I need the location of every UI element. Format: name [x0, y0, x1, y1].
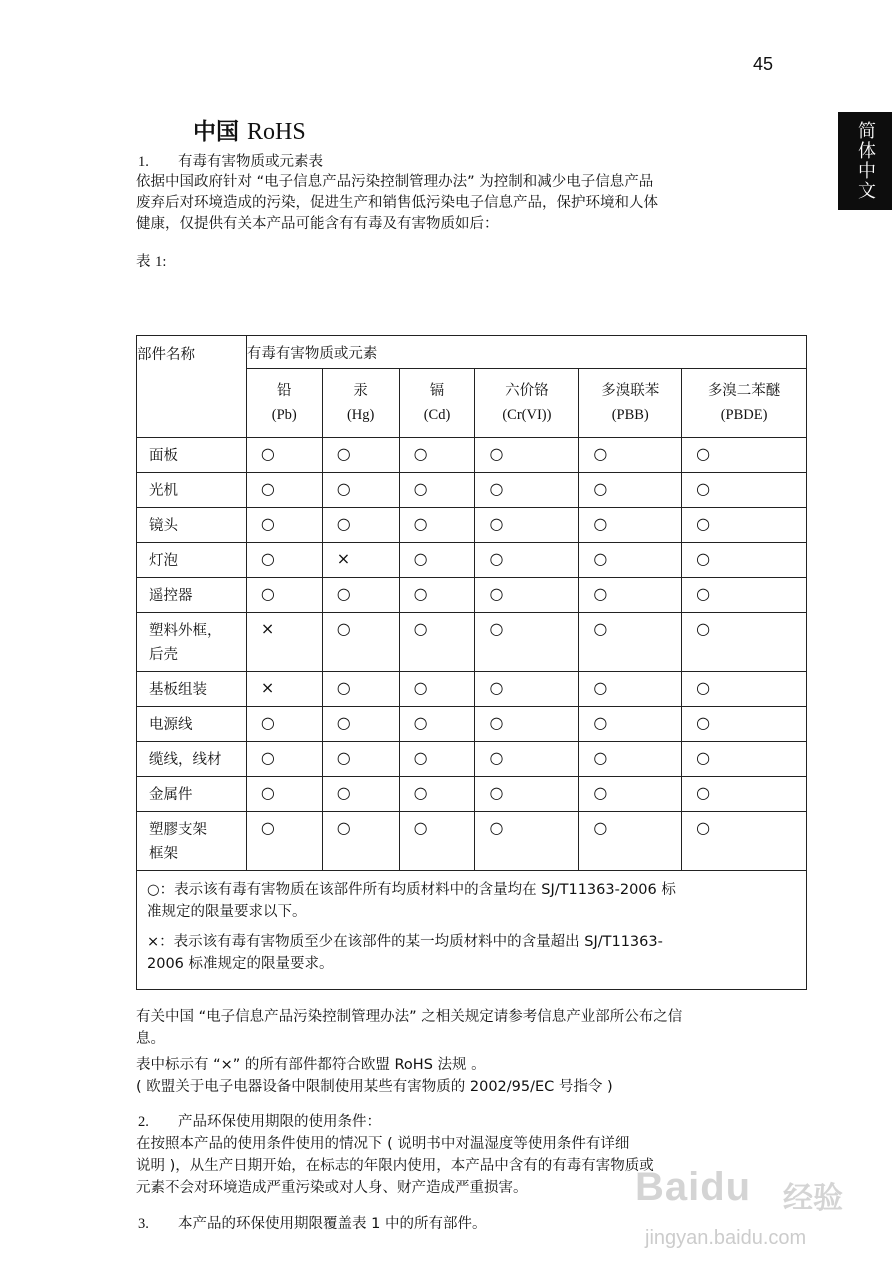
- substance-name: 多溴联苯: [601, 383, 660, 399]
- text-line: ( 欧盟关于电子电器设备中限制使用某些有害物质的 2002/95/EC 号指令 ): [136, 1079, 613, 1095]
- value-cell: ○: [475, 473, 579, 508]
- value-cell: ○: [475, 438, 579, 473]
- value-cell: ○: [399, 438, 475, 473]
- part-name: 塑料外框， 后壳: [137, 613, 247, 672]
- intro-paragraph: [136, 172, 806, 235]
- section-3-heading: [138, 1212, 486, 1233]
- value-cell: ○: [682, 438, 807, 473]
- substance-name: 铅: [277, 383, 292, 399]
- value-cell: ○: [246, 438, 322, 473]
- value-cell: ○: [399, 473, 475, 508]
- hazardous-substances-table: [136, 335, 807, 990]
- value-cell: ○: [322, 742, 399, 777]
- table-row: [137, 812, 807, 871]
- text-line: 说明 )，从生产日期开始，在标志的年限内使用，本产品中含有的有毒有害物质或: [136, 1158, 654, 1174]
- substance-symbol: (PBDE): [720, 407, 768, 423]
- value-cell: ○: [475, 543, 579, 578]
- table-notes-row: [137, 871, 807, 990]
- section-2-number: 2.: [138, 1114, 149, 1130]
- substance-header-cr: [475, 369, 579, 438]
- value-cell: ○: [322, 672, 399, 707]
- section-1-title: 有毒有害物质或元素表: [178, 154, 323, 170]
- section-1-heading: [138, 150, 323, 171]
- value-cell: ○: [246, 578, 322, 613]
- value-cell: ○: [322, 578, 399, 613]
- value-cell: ○: [246, 473, 322, 508]
- part-name: 遥控器: [137, 578, 247, 613]
- value-cell: ○: [579, 438, 682, 473]
- section-1-number: 1.: [138, 154, 149, 170]
- table-notes: [137, 871, 807, 990]
- value-cell: ○: [475, 707, 579, 742]
- part-name: 光机: [137, 473, 247, 508]
- title-cn: 中国: [193, 119, 239, 145]
- value-cell: ○: [322, 473, 399, 508]
- value-cell: ○: [682, 777, 807, 812]
- substance-header-cd: [399, 369, 475, 438]
- text-line: 表中标示有 “×” 的所有部件都符合欧盟 RoHS 法规 。: [136, 1057, 486, 1073]
- part-name: 电源线: [137, 707, 247, 742]
- language-tab-label: 简体中文: [855, 121, 876, 201]
- substance-symbol: (PBB): [611, 407, 649, 423]
- title-latin: RoHS: [247, 119, 306, 145]
- section-2-title: 产品环保使用期限的使用条件：: [178, 1114, 381, 1130]
- substance-header-pb: [246, 369, 322, 438]
- value-cell: ×: [246, 672, 322, 707]
- value-cell: ○: [579, 578, 682, 613]
- substance-name: 六价铬: [505, 383, 549, 399]
- part-name: 面板: [137, 438, 247, 473]
- value-cell: ○: [322, 812, 399, 871]
- value-cell: ○: [246, 742, 322, 777]
- table-row: [137, 543, 807, 578]
- baidu-jingyan-watermark: [635, 1165, 875, 1265]
- value-cell: ○: [322, 707, 399, 742]
- section-2-heading: [138, 1110, 381, 1131]
- value-cell: ○: [475, 812, 579, 871]
- value-cell: ○: [475, 613, 579, 672]
- value-cell: ○: [579, 707, 682, 742]
- intro-line: 依据中国政府针对 “电子信息产品污染控制管理办法” 为控制和减少电子信息产品: [136, 174, 654, 190]
- value-cell: ○: [475, 578, 579, 613]
- value-cell: ○: [682, 742, 807, 777]
- value-cell: ○: [682, 508, 807, 543]
- value-cell: ○: [399, 672, 475, 707]
- watermark-logo: Baidu: [635, 1165, 752, 1209]
- table-row: [137, 438, 807, 473]
- value-cell: ○: [246, 777, 322, 812]
- part-name: 金属件: [137, 777, 247, 812]
- part-name: 缆线，线材: [137, 742, 247, 777]
- text-line: 在按照本产品的使用条件使用的情况下 ( 说明书中对温湿度等使用条件有详细: [136, 1136, 630, 1152]
- value-cell: ○: [322, 777, 399, 812]
- table-row: [137, 672, 807, 707]
- value-cell: ○: [322, 438, 399, 473]
- part-name: 基板组装: [137, 672, 247, 707]
- value-cell: ○: [399, 508, 475, 543]
- value-cell: ○: [579, 613, 682, 672]
- substance-name: 多溴二苯醚: [707, 383, 781, 399]
- value-cell: ○: [399, 543, 475, 578]
- table-row: [137, 777, 807, 812]
- note-cross: ×：表示该有毒有害物质至少在该部件的某一均质材料中的含量超出 SJ/T11363- 2006 标准规定的限量要求。: [147, 934, 663, 972]
- substance-symbol: (Cr(VI)): [502, 407, 552, 423]
- value-cell: ○: [322, 508, 399, 543]
- page-number: 45: [753, 54, 774, 74]
- substance-header-hg: [322, 369, 399, 438]
- value-cell: ○: [682, 707, 807, 742]
- value-cell: ○: [579, 812, 682, 871]
- value-cell: ○: [475, 672, 579, 707]
- substance-symbol: (Cd): [423, 407, 451, 423]
- value-cell: ○: [322, 613, 399, 672]
- section-3-title: 本产品的环保使用期限覆盖表 1 中的所有部件。: [178, 1216, 487, 1232]
- table-row: [137, 508, 807, 543]
- value-cell: ○: [682, 543, 807, 578]
- note-circle: ○：表示该有毒有害物质在该部件所有均质材料中的含量均在 SJ/T11363-2006 标 准规定的限量要求以下。: [147, 882, 676, 920]
- substance-name: 汞: [353, 383, 368, 399]
- substance-symbol: (Pb): [271, 407, 297, 423]
- value-cell: ○: [682, 812, 807, 871]
- value-cell: ○: [579, 742, 682, 777]
- part-name: 灯泡: [137, 543, 247, 578]
- after-table-paragraph: [136, 1006, 806, 1098]
- watermark-url: jingyan.baidu.com: [645, 1227, 807, 1249]
- value-cell: ○: [399, 812, 475, 871]
- table-caption: [136, 250, 166, 271]
- table-row: [137, 742, 807, 777]
- value-cell: ○: [399, 578, 475, 613]
- value-cell: ×: [246, 613, 322, 672]
- part-name: 镜头: [137, 508, 247, 543]
- value-cell: ○: [682, 613, 807, 672]
- value-cell: ○: [246, 812, 322, 871]
- value-cell: ○: [399, 613, 475, 672]
- substance-name: 镉: [429, 383, 445, 399]
- table-row: [137, 473, 807, 508]
- substance-header-pbb: [579, 369, 682, 438]
- value-cell: ○: [399, 777, 475, 812]
- value-cell: ○: [579, 543, 682, 578]
- value-cell: ○: [246, 543, 322, 578]
- value-cell: ○: [682, 473, 807, 508]
- intro-line: 健康，仅提供有关本产品可能含有有毒及有害物质如后：: [136, 216, 499, 232]
- value-cell: ○: [399, 707, 475, 742]
- substance-symbol: (Hg): [346, 407, 375, 423]
- language-tab: [838, 112, 892, 210]
- table-row: [137, 707, 807, 742]
- value-cell: ○: [246, 707, 322, 742]
- value-cell: ○: [246, 508, 322, 543]
- part-name: 塑膠支架 框架: [137, 812, 247, 871]
- value-cell: ○: [682, 672, 807, 707]
- page-title: [193, 113, 306, 146]
- watermark-cn: 经验: [783, 1181, 843, 1216]
- value-cell: ○: [579, 672, 682, 707]
- intro-line: 废弃后对环境造成的污染，促进生产和销售低污染电子信息产品，保护环境和人体: [136, 195, 658, 211]
- text-line: 有关中国 “电子信息产品污染控制管理办法” 之相关规定请参考信息产业部所公布之信: [136, 1009, 683, 1025]
- table-row: [137, 578, 807, 613]
- value-cell: ○: [579, 777, 682, 812]
- value-cell: ○: [475, 508, 579, 543]
- value-cell: ○: [682, 578, 807, 613]
- text-line: 息。: [136, 1031, 165, 1047]
- part-name-header: 部件名称: [137, 336, 247, 438]
- substance-header-pbde: [682, 369, 807, 438]
- substance-group-header: 有毒有害物质或元素: [246, 336, 806, 369]
- value-cell: ○: [475, 742, 579, 777]
- table-row: [137, 613, 807, 672]
- table-caption-label: 表: [136, 254, 151, 270]
- value-cell: ×: [322, 543, 399, 578]
- value-cell: ○: [399, 742, 475, 777]
- section-3-number: 3.: [138, 1216, 149, 1232]
- table-caption-number: 1:: [155, 254, 167, 270]
- value-cell: ○: [579, 508, 682, 543]
- text-line: 元素不会对环境造成严重污染或对人身、财产造成严重损害。: [136, 1180, 528, 1196]
- value-cell: ○: [475, 777, 579, 812]
- value-cell: ○: [579, 473, 682, 508]
